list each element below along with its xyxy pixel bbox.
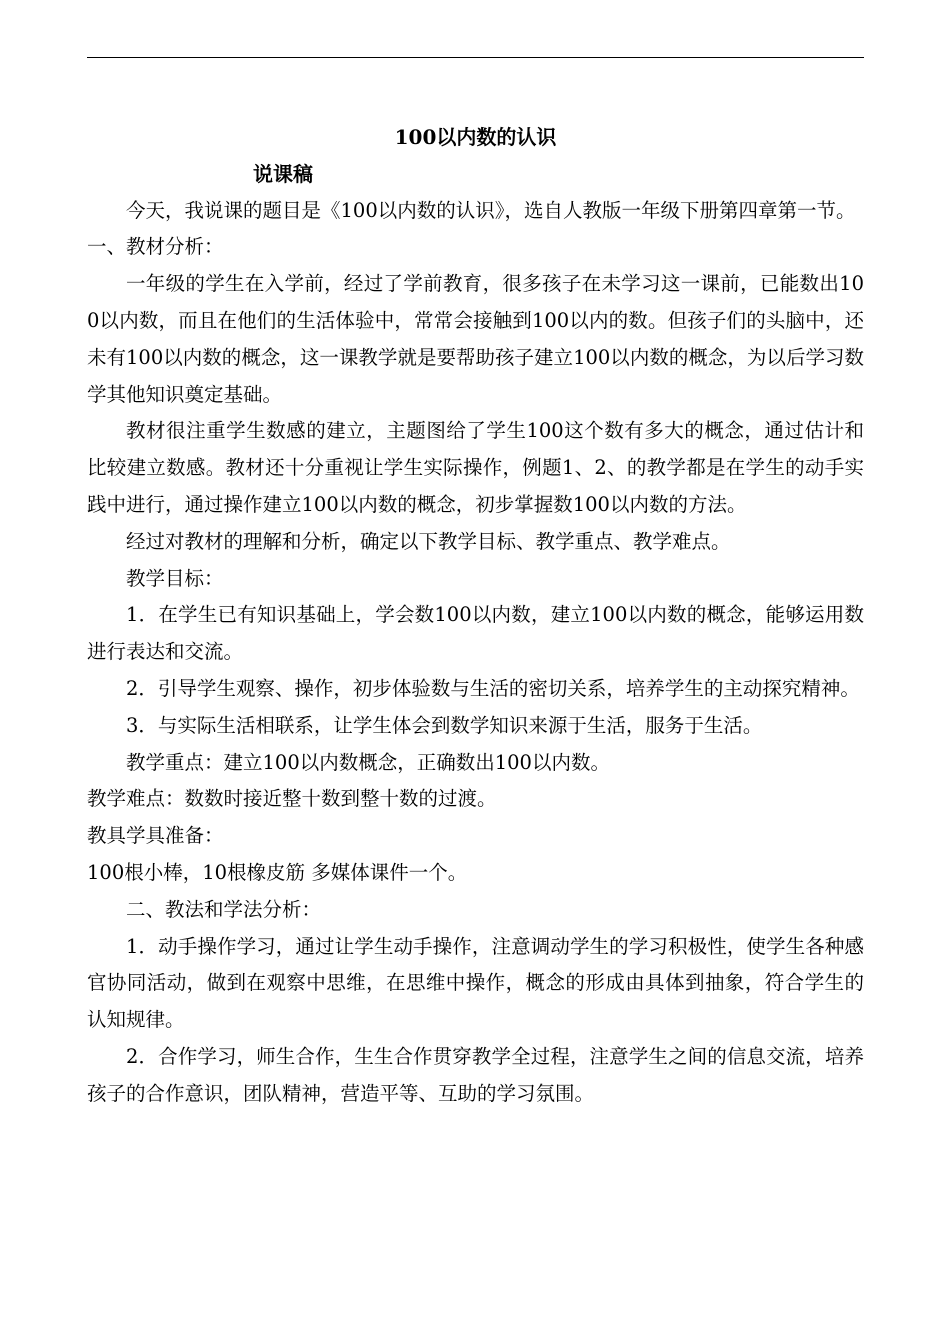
- teaching-goal-1: 1．在学生已有知识基础上，学会数100以内数，建立100以内数的概念，能够运用数进行表达和交流。: [87, 603, 864, 664]
- document-title: 100以内数的认识: [394, 125, 557, 149]
- intro-paragraph: 今天，我说课的题目是《100以内数的认识》，选自人教版一年级下册第四章第一节。: [126, 198, 856, 222]
- teaching-key-point: 教学重点：建立100以内数概念，正确数出100以内数。: [126, 750, 610, 774]
- method-2: 2．合作学习，师生合作，生生合作贯穿教学全过程，注意学生之间的信息交流，培养孩子的合作意识，团队精神，营造平等、互助的学习氛围。: [87, 1044, 864, 1105]
- paragraph-textbook-features: 教材很注重学生数感的建立，主题图给了学生100这个数有多大的概念，通过估计和比较建立数感。教材还十分重视让学生实际操作，例题1、2、的教学都是在学生的动手实践中进行，通过操作建立100以内数的概念，初步掌握数100以内数的方法。: [87, 419, 864, 516]
- paragraph-goals-intro: 经过对教材的理解和分析，确定以下教学目标、教学重点、教学难点。: [126, 529, 731, 553]
- section-heading-material-analysis: 一、教材分析：: [87, 235, 224, 259]
- teaching-difficulty: 教学难点：数数时接近整十数到整十数的过渡。: [87, 787, 497, 811]
- teaching-aids-heading: 教具学具准备：: [87, 824, 224, 848]
- document-subtitle: 说课稿: [253, 161, 313, 186]
- teaching-goals-heading: 教学目标：: [126, 566, 224, 590]
- teaching-goal-3: 3．与实际生活相联系，让学生体会到数学知识来源于生活，服务于生活。: [126, 713, 763, 737]
- section-heading-methods: 二、教法和学法分析：: [126, 897, 322, 921]
- teaching-aids-list: 100根小棒，10根橡皮筋 多媒体课件一个。: [87, 860, 468, 884]
- header-rule: [87, 57, 864, 58]
- paragraph-student-background: 一年级的学生在入学前，经过了学前教育，很多孩子在未学习这一课前，已能数出100以内数，而且在他们的生活体验中，常常会接触到100以内的数。但孩子们的头脑中，还未有100以内数的概念，这一课教学就是要帮助孩子建立100以内数的概念，为以后学习数学其他知识奠定基础。: [87, 272, 864, 406]
- method-1: 1．动手操作学习，通过让学生动手操作，注意调动学生的学习积极性，使学生各种感官协同活动，做到在观察中思维，在思维中操作，概念的形成由具体到抽象，符合学生的认知规律。: [87, 934, 864, 1032]
- teaching-goal-2: 2．引导学生观察、操作，初步体验数与生活的密切关系，培养学生的主动探究精神。: [126, 676, 860, 700]
- document-body: [87, 119, 864, 1113]
